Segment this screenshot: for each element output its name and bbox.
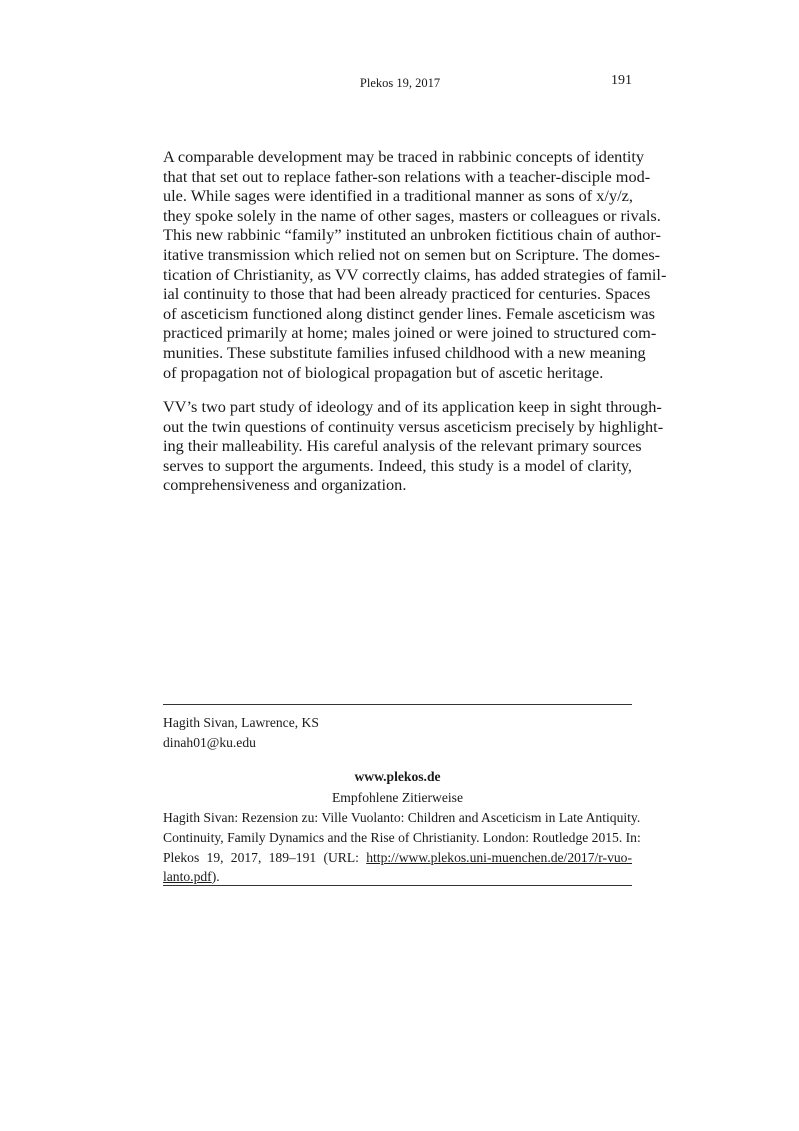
text-line: they spoke solely in the name of other sages, masters or colleagues or rivals. (163, 205, 661, 225)
citation-heading: Empfohlene Zitierweise (332, 790, 463, 805)
citation-line (163, 848, 632, 868)
citation-line: Hagith Sivan: Rezension zu: Ville Vuolanto: Children and Asceticism in Late Antiquity. (163, 810, 641, 825)
text-line: VV’s two part study of ideology and of its application keep in sight through- (163, 397, 662, 416)
text-line: serves to support the arguments. Indeed, this study is a model of clarity, (163, 455, 632, 475)
citation (163, 808, 641, 887)
text-line: tication of Christianity, as VV correctly claims, has added strategies of famil- (163, 264, 667, 284)
citation-line: Continuity, Family Dynamics and the Rise of Christianity. London: Routledge 2015. In: (163, 829, 641, 845)
text-line: practiced primarily at home; males joined or were joined to structured com- (163, 323, 657, 343)
author-email: dinah01@ku.edu (163, 734, 256, 750)
text-line: that that set out to replace father-son relations with a teacher-disciple mod- (163, 166, 651, 186)
footer-rule-top (163, 704, 632, 705)
text-line: ing their malleability. His careful analysis of the relevant primary sources (163, 436, 642, 456)
text-line: out the twin questions of continuity versus asceticism precisely by highlight- (163, 416, 664, 436)
text-line: of asceticism functioned along distinct gender lines. Female asceticism was (163, 303, 655, 323)
author-name: Hagith Sivan, Lawrence, KS (163, 715, 319, 730)
text-line: munities. These substitute families infused childhood with a new meaning (163, 342, 646, 362)
text-line: comprehensiveness and organization. (163, 475, 407, 495)
author-block (163, 713, 632, 753)
citation-end: ). (211, 869, 220, 885)
text-line: ial continuity to those that had been already practiced for centuries. Spaces (163, 284, 651, 304)
citation-url-link-cont[interactable]: lanto.pdf (163, 869, 212, 885)
body-paragraph-2 (163, 397, 664, 495)
text-line: This new rabbinic “family” instituted an unbroken fictitious chain of author- (163, 225, 661, 245)
site-name: www.plekos.de (354, 769, 441, 784)
footer-rule-bottom (163, 885, 632, 886)
citation-url-link[interactable]: http://www.plekos.uni-muenchen.de/2017/r-vuo- (366, 849, 632, 865)
text-line: of propagation not of biological propagation but of ascetic heritage. (163, 362, 604, 382)
body-paragraph-1 (163, 147, 667, 382)
text-line: ule. While sages were identified in a traditional manner as sons of x/y/z, (163, 186, 633, 206)
text-line: itative transmission which relied not on semen but on Scripture. The domes- (163, 244, 661, 264)
page-number: 191 (611, 73, 632, 88)
citation-text: Plekos 19, 2017, 189–191 (URL: (163, 849, 359, 865)
text-line: A comparable development may be traced in rabbinic concepts of identity (163, 147, 645, 166)
running-head: Plekos 19, 2017 (359, 76, 441, 90)
